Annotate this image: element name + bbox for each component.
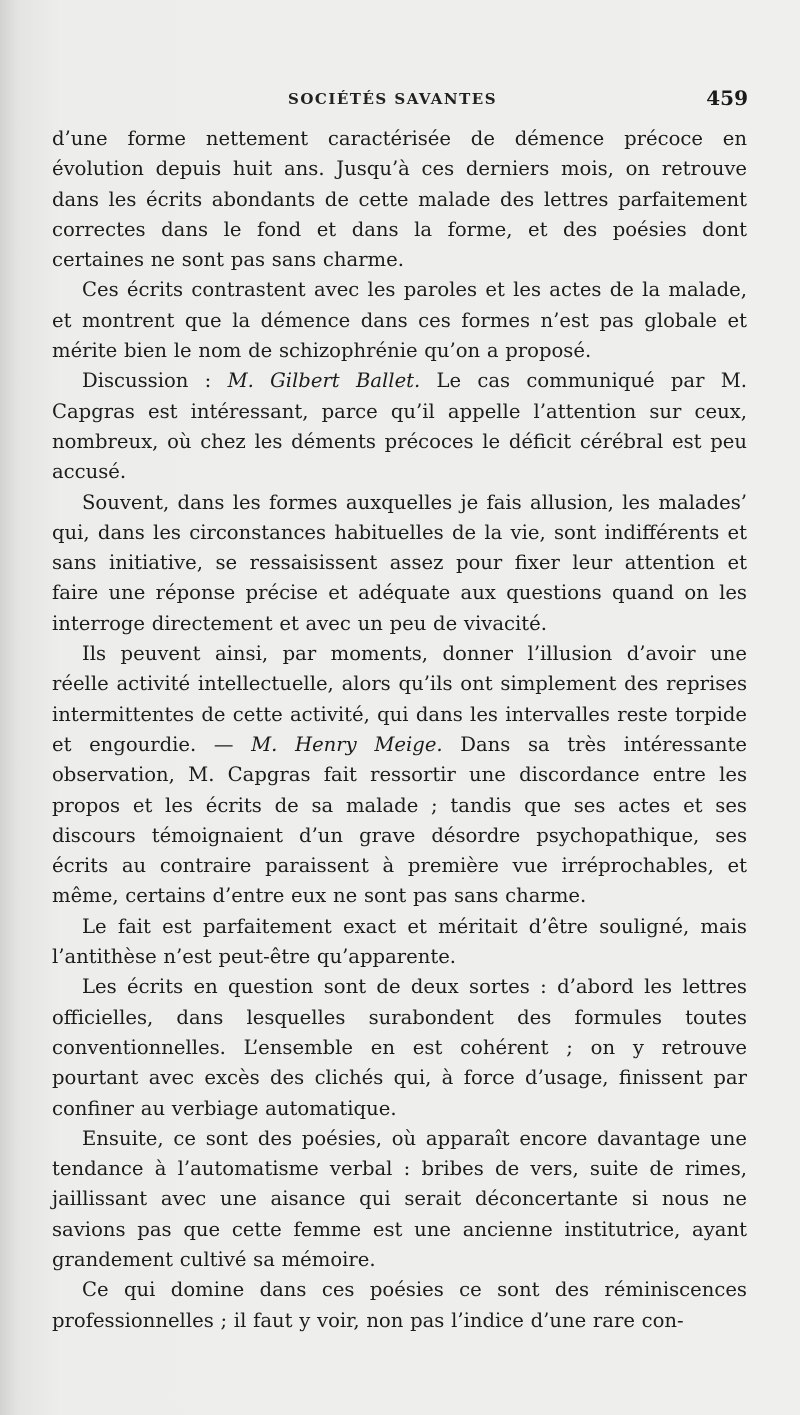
- paragraph: Les écrits en question sont de deux sortes : d’abord les lettres officielles, dans lesquelles surabondent des formules toutes conventionnelles. L’ensemble en est cohérent ; on y retrouve pourtant avec excès des clichés qui, à force d’usage, finissent par confiner au verbiage automatique.: [52, 975, 747, 1120]
- paragraph-text: Ils peuvent ainsi, par moments, donner l’illusion d’avoir une réelle activité intellectuelle, alors qu’ils ont simplement des reprises intermittentes de cette activité, qui dans les intervalles reste torpide et engourdie. —: [52, 642, 747, 756]
- page-header: [0, 86, 800, 116]
- running-title: SOCIÉTÉS SAVANTES: [288, 90, 498, 108]
- page-number: 459: [706, 86, 748, 110]
- body-text: [52, 124, 747, 1336]
- paragraph-text: Discussion :: [82, 369, 228, 393]
- paragraph: Le fait est parfaitement exact et méritait d’être souligné, mais l’antithèse n’est peut-être qu’apparente.: [52, 914, 747, 969]
- speaker-name: M. Gilbert Ballet.: [227, 369, 421, 393]
- paragraph-text: Le cas communiqué par M. Capgras est intéressant, parce qu’il appelle l’attention sur ceux, nombreux, où chez les déments précoces le déficit cérébral est peu accusé.: [52, 369, 747, 484]
- paragraph-text: Dans sa très intéressante observation, M. Capgras fait ressortir une discordance entre les propos et les écrits de sa malade ; tandis que ses actes et ses discours témoignaient d’un grave désordre psychopathique, ses écrits au contraire paraissent à première vue irréprochables, et même, certains d’entre eux ne sont pas sans charme.: [52, 732, 748, 908]
- paragraph: d’une forme nettement caractérisée de démence précoce en évolution depuis huit ans. Jusqu’à ces derniers mois, on retrouve dans les écrits abondants de cette malade des lettres parfaitement correctes dans le fond et dans la forme, et des poésies dont certaines ne sont pas sans charme.: [52, 127, 747, 272]
- paragraph: Ensuite, ce sont des poésies, où apparaît encore davantage une tendance à l’automatisme verbal : bribes de vers, suite de rimes, jaillissant avec une aisance qui serait déconcertante si nous ne savions pas que cette femme est une ancienne institutrice, ayant grandement cultivé sa mémoire.: [52, 1126, 747, 1271]
- paragraph: [52, 366, 747, 487]
- speaker-name: M. Henry Meige.: [251, 732, 443, 756]
- paragraph: Ces écrits contrastent avec les paroles et les actes de la malade, et montrent que la démence dans ces formes n’est pas globale et mérite bien le nom de schizophrénie qu’on a proposé.: [52, 278, 747, 363]
- paragraph: [52, 639, 747, 912]
- paragraph: Souvent, dans les formes auxquelles je fais allusion, les malades’ qui, dans les circonstances habituelles de la vie, sont indifférents et sans initiative, se ressaisissent assez pour fixer leur attention et faire une réponse précise et adéquate aux questions quand on les interroge directement et avec un peu de vivacité.: [52, 490, 747, 635]
- paragraph: Ce qui domine dans ces poésies ce sont des réminiscences professionnelles ; il faut y voir, non pas l’indice d’une rare con-: [52, 1278, 747, 1332]
